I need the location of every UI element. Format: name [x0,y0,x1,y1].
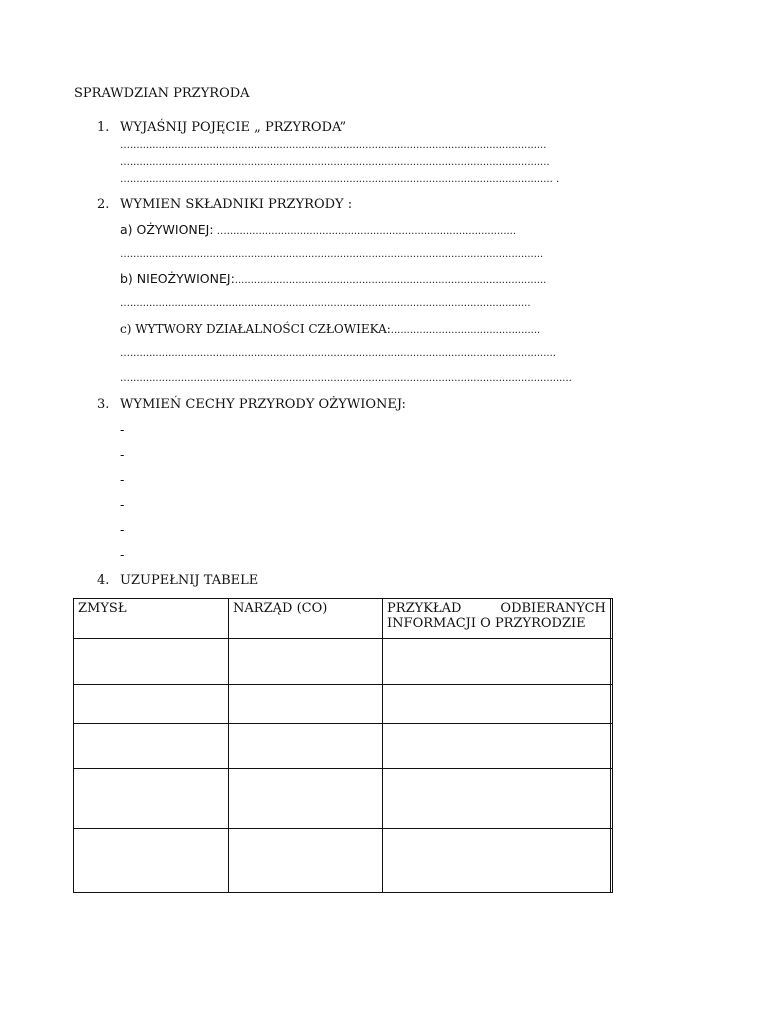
table-row [74,685,613,724]
table-cell[interactable] [74,639,229,685]
table-cell[interactable] [229,639,383,685]
dash-item-4: - [120,498,125,513]
table-cell[interactable] [383,768,611,828]
header-cell-example-text: PRZYKŁAD ODBIERANYCH INFORMACJI O PRZYRODZIE [387,601,606,631]
dash-item-6: - [120,548,125,563]
question-2c-row [120,322,540,337]
question-2-text: WYMIEN SKŁADNIKI PRZYRODY : [120,197,353,212]
question-2b-row [120,271,546,287]
question-2b-line-2: ….............................................................................................................................. [120,298,531,309]
table-cell[interactable] [74,768,229,828]
question-2b-label: b) NIEOŻYWIONEJ: [120,271,235,286]
table-cell[interactable] [229,685,383,724]
table-edge-cell [610,685,612,724]
question-2b-line: .................................................................................................. [234,275,547,286]
table-cell[interactable] [229,828,383,892]
table-header-row [74,599,613,639]
answer-line-1-2: ….................................................................................................................................... [120,157,550,168]
question-3-text: WYMIEŃ CECHY PRZYRODY OŻYWIONEJ: [120,397,406,412]
header-cell-example [383,599,611,639]
dash-item-3: - [120,473,125,488]
question-3-number: 3. [97,397,110,412]
table-edge-cell [610,724,612,768]
table-cell[interactable] [383,724,611,768]
question-2c-line: ............................................... [390,325,541,336]
dash-item-2: - [120,448,125,463]
question-1-number: 1. [97,120,110,135]
table-cell[interactable] [383,685,611,724]
table-row [74,828,613,892]
table-row [74,639,613,685]
header-cell-organ: NARZĄD (CO) [229,599,383,639]
table-cell[interactable] [74,828,229,892]
question-4-text: UZUPEŁNIJ TABELE [120,573,259,588]
question-2a-row [120,222,516,238]
table-cell[interactable] [229,724,383,768]
question-2-number: 2. [97,197,110,212]
answer-line-1-1: …................................................................................................................................... [120,140,547,151]
table-cell[interactable] [74,724,229,768]
answer-line-1-3: …..................................................................................................................................... . [120,174,560,185]
table-edge-cell [610,639,612,685]
table-cell[interactable] [229,768,383,828]
question-2a-line-2: ….................................................................................................................................. [120,249,544,260]
question-2c-line-2: …...................................................................................................................................... [120,348,556,359]
table-edge-cell [610,599,612,639]
question-2a-line: …........................................................................................... [213,226,517,237]
question-2c-label: c) WYTWORY DZIAŁALNOŚCI CZŁOWIEKA: [120,322,391,336]
question-2a-label: a) OŻYWIONEJ: [120,222,214,237]
question-2c-line-3: …........................................................................................................................................... [120,373,572,384]
table-edge-cell [610,828,612,892]
dash-item-1: - [120,423,125,438]
table-cell[interactable] [383,639,611,685]
question-1-text: WYJAŚNIJ POJĘCIE „ PRZYRODA” [120,120,347,135]
table-cell[interactable] [383,828,611,892]
question-4-number: 4. [97,573,110,588]
table-row [74,724,613,768]
header-cell-sense: ZMYSŁ [74,599,229,639]
dash-item-5: - [120,523,125,538]
senses-table [73,598,613,893]
table-row [74,768,613,828]
table-cell[interactable] [74,685,229,724]
table-edge-cell [610,768,612,828]
document-title: SPRAWDZIAN PRZYRODA [74,86,250,101]
